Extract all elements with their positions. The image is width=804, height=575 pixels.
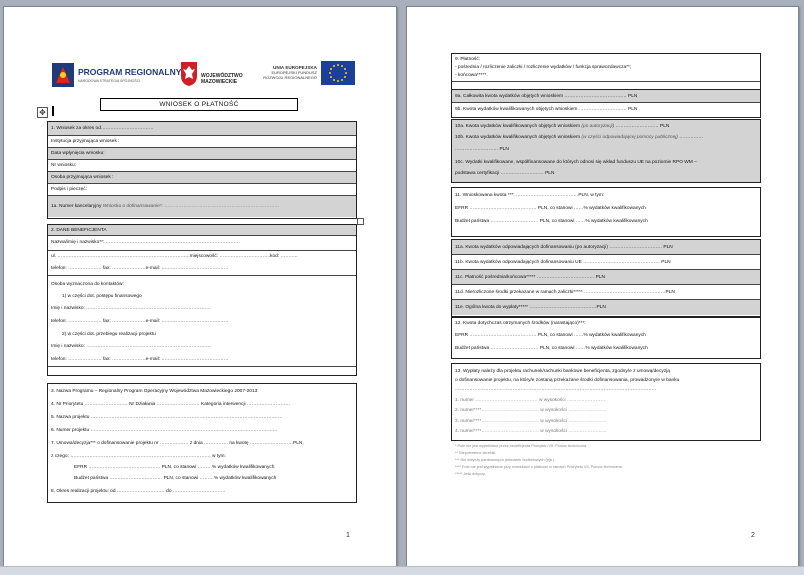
s13-line-1: 13. Wypłaty należy dla projektu rachunek/rachunki bankowe beneficjenta, zgodny/e z umową/decyzją: [455, 369, 670, 374]
table-move-handle[interactable]: ✥: [37, 107, 48, 118]
page-number: 2: [751, 532, 755, 539]
footnote-2: ** Niepotrzebne skreślić.: [455, 451, 497, 455]
s3-priority-line[interactable]: 4. Nr Priorytetu ……………………… Nr Działania ……………………… Kategoria interwencji ………………………: [51, 402, 291, 407]
s9b-row[interactable]: 9b. Kwota wydatków kwalifikowanych objętych wnioskiem ………………………… PLN: [455, 107, 638, 112]
s12-table: [451, 317, 761, 359]
s9-table: [451, 53, 761, 91]
s3-period-line[interactable]: 8. Okres realizacji projektu: od ………………………… do ……………………………: [51, 489, 226, 494]
s13-table: [451, 363, 761, 441]
s9-final-line[interactable]: - końcowa*****.: [455, 73, 488, 78]
s9-title: 9. Płatność:: [455, 57, 481, 62]
woj-text: [201, 73, 243, 85]
section-1-table: [47, 121, 357, 219]
s2-divider: [48, 366, 356, 367]
s11e-row[interactable]: 11e. Ogólna kwota do wypłaty***** ……………………………………PLN: [452, 300, 760, 315]
eu-line-3: ROZWOJU REGIONALNEGO: [263, 75, 317, 80]
woj-line-2: MAZOWIECKIE: [201, 79, 238, 85]
wojewodztwo-logo: [180, 61, 250, 91]
s10-table: [451, 119, 761, 183]
s11c-row[interactable]: 11c. Płatność pośrednia/końcowa***** ……………………………… PLN: [452, 270, 760, 285]
s10a-label: 10a. Kwota wydatków kwalifikowanych objętych wnioskiem: [455, 124, 581, 129]
s10b-label: 10b. Kwota wydatków kwalifikowanych objętych wnioskiem: [455, 135, 581, 140]
table-resize-handle[interactable]: [357, 218, 364, 225]
section-2-table: [47, 224, 357, 376]
s11-efrr-line[interactable]: EFRR …………………………………… PLN, co stanowi ……% wydatków kwalifikowanych: [455, 206, 646, 211]
footnote-1: * Pole nie jest wypełniane przez beneficjenta Priorytetu VII. Pomoc techniczna.: [455, 444, 588, 448]
s10c-line[interactable]: 10c. Wydatki kwalifikowane, współfinansowane do których odnosi się wkład funduszu UE na poziomie RPO WM –: [455, 160, 697, 165]
s11-amount-line[interactable]: 11. Wnioskowana kwota ***: …………………………………PLN, w tym:: [455, 193, 605, 198]
eu-line-1: UNIA EUROPEJSKA: [273, 65, 317, 70]
woj-line-1: WOJEWÓDZTWO: [201, 73, 243, 79]
s13-bank-line[interactable]: ………………………………………………………………………………………………………………: [455, 387, 657, 392]
footnote-4: **** Pole nie jest wypełniane przy wnioskach o płatność w ramach Priorytetu VII. Pomoc techniczna.: [455, 465, 623, 469]
s1-period-row[interactable]: 1. Wniosek za okres od……………………………: [48, 122, 356, 136]
s12-budget-line[interactable]: Budżet państwa ………………………… PLN, co stanowi ……% wydatków kwalifikowanych: [455, 346, 648, 351]
eu-line-2: EUROPEJSKI FUNDUSZ: [271, 70, 317, 75]
s12-title[interactable]: 12. Kwota dotychczas otrzymanych środków (narastająco)***:: [455, 321, 586, 326]
horizontal-scrollbar[interactable]: [0, 566, 804, 575]
section-3-table: [47, 383, 357, 503]
s3-budget-line[interactable]: Budżet państwa …………………………… PLN, co stanowi ………% wydatków kwalifikowanych: [74, 476, 277, 481]
s10b-value-line[interactable]: ……………………… PLN: [455, 147, 509, 152]
s2-finance-contact[interactable]: telefon: ………………… fax: …………………e-mail: ……………………………………: [51, 319, 229, 324]
document-page-2: [406, 6, 799, 568]
s13-account-3[interactable]: 3. numer****……………………………… w wysokości ……………………: [455, 419, 607, 424]
s13-account-2[interactable]: 2. numer****……………………………… w wysokości ……………………: [455, 408, 607, 413]
program-regionalny-logo: [52, 61, 182, 91]
s1-date-row[interactable]: Data wpłynięcia wniosku:: [48, 148, 356, 160]
s3-efrr-line[interactable]: EFRR ……………………………………… PLN, co stanowi ………% wydatków kwalifikowanych: [74, 465, 275, 470]
s2-finance-label: 1) w części dot. postępu finansowego: [62, 294, 142, 299]
s1-number-row[interactable]: Nr wniosku:: [48, 160, 356, 172]
s10a-value: ……………………… PLN: [615, 124, 670, 129]
s3-project-number-line[interactable]: 6. Numer projektu ………………………………………………………………………………………………………: [51, 428, 278, 433]
s2-progress-name[interactable]: Imię i nazwisko: ……………………………………………………………………: [51, 344, 211, 349]
s1-institution-row[interactable]: Instytucja przyjmująca wniosek :: [48, 136, 356, 148]
s2-name-line[interactable]: Nazwa/imię i nazwisko**: …………………………………………………………………………: [51, 240, 240, 245]
s10c-value-line[interactable]: podstawa certyfikacji ……………………… PLN: [455, 171, 555, 176]
s2-progress-contact[interactable]: telefon: ………………… fax: …………………e-mail: ……………………………………: [51, 357, 229, 362]
s2-contact-line[interactable]: telefon: ………………… fax: …………………e-mail: ……………………………………: [51, 266, 229, 271]
s11d-row[interactable]: 11d. Nierozliczone środki przekazane w ramach zaliczki***** ……………………………………………PLN: [452, 285, 760, 300]
s9ab-table: [451, 89, 761, 118]
s2-divider: [48, 250, 356, 251]
s1-person-row[interactable]: Osoba przyjmująca wniosek :: [48, 172, 356, 184]
fe-logo-icon: [52, 63, 74, 87]
s10a-line[interactable]: [455, 124, 669, 129]
footnote-3: *** Nie dotyczy państwowych jednostek budżetowych (pjb.).: [455, 458, 556, 462]
s3-project-name-line[interactable]: 5. Nazwa projektu …………………………………………………………………………………………………………: [51, 415, 283, 420]
s2-finance-name[interactable]: Imię i nazwisko: ……………………………………………………………………: [51, 306, 211, 311]
footnote-5: ***** Jeśli dotyczy.: [455, 472, 486, 476]
fe-title: PROGRAM REGIONALNY: [78, 67, 182, 77]
s11-table: [451, 187, 761, 237]
s11-budget-line[interactable]: Budżet państwa ………………………… PLN, co stanowi ……% wydatków kwalifikowanych: [455, 219, 648, 224]
fe-subtitle: NARODOWA STRATEGIA SPÓJNOŚCI: [78, 79, 141, 83]
s13-account-1[interactable]: 1. numer ………………………………… w wysokości ……………………: [455, 398, 606, 403]
eu-text: [257, 65, 317, 80]
s2-address-line[interactable]: ul. ………………………………………………………………………..miejscowość: …………………………..kod: ………..: [51, 254, 298, 259]
office-number-label: 1a. Numer kancelaryjny: [51, 204, 102, 209]
s9-divider: [452, 81, 760, 82]
s10b-hint: (w części odpowiadającej pomocy publicznej): [581, 135, 678, 140]
s11a-row[interactable]: 11a. Kwota wydatków odpowiadających dofinansowaniu (po autoryzacji) …………………………… PLN: [452, 240, 760, 255]
s10a-hint: (po autoryzacji): [581, 124, 615, 129]
s11a-e-table: [451, 239, 761, 317]
form-title: WNIOSEK O PŁATNOŚĆ: [100, 98, 298, 111]
s3-agreement-line[interactable]: 7. Umowa/decyzja*** o dofinansowanie projektu nr ……………… z dnia …………… na kwotę ………………………PLN,: [51, 441, 304, 446]
text-cursor: [52, 106, 54, 116]
s3-of-which-line[interactable]: z czego: ……………………………………………………………………………, w tym:: [51, 454, 226, 459]
s2-header: 2. DANE BENEFICJENTA: [48, 225, 356, 236]
eu-flag-icon: [321, 61, 355, 85]
eu-logo: [257, 61, 355, 91]
s9a-row[interactable]: 9a. Całkowita kwota wydatków objętych wnioskiem ………………………………… PLN: [452, 90, 760, 103]
s11b-row[interactable]: 11b. Kwota wydatków odpowiadających dofinansowaniu UE ………………………………………… PLN: [452, 255, 760, 270]
s3-program-line[interactable]: 3. Nazwa Programu – Regionalny Program Operacyjny Województwa Mazowieckiego 2007-2013: [51, 389, 258, 394]
s1-signature-row[interactable]: Podpis i pieczęć:: [48, 184, 356, 196]
page-number: 1: [346, 532, 350, 539]
s2-contact-person-label: Osoba wyznaczona do kontaktów:: [51, 282, 124, 287]
s2-progress-label: 2) w części dot. przebiegu realizacji projektu: [62, 332, 156, 337]
office-number-hint: Wniosku o dofinansowanie*: ………………………………………………………………: [102, 204, 280, 209]
document-page-1: [3, 6, 397, 568]
s12-efrr-line[interactable]: EFRR …………………………………… PLN, co stanowi ……% wydatków kwalifikowanych: [455, 333, 646, 338]
eagle-shield-icon: [180, 61, 198, 87]
s13-line-2: o dofinansowanie projektu, na który/e zostaną przekazane środki dofinansowania, prowadzony/e w banku: [455, 378, 680, 383]
s9-type-line[interactable]: - pośrednia / rozliczenie zaliczki / rozliczenie wydatków / funkcja sprawozdawcza**;: [455, 65, 632, 70]
s10b-value: ……………: [679, 135, 704, 140]
logo-strip: [52, 61, 362, 91]
s13-account-4[interactable]: 4. numer****……………………………… w wysokości ……………………: [455, 429, 607, 434]
s1-office-number-row[interactable]: [48, 196, 356, 217]
s2-divider: [48, 275, 356, 276]
s10b-line[interactable]: [455, 135, 703, 140]
